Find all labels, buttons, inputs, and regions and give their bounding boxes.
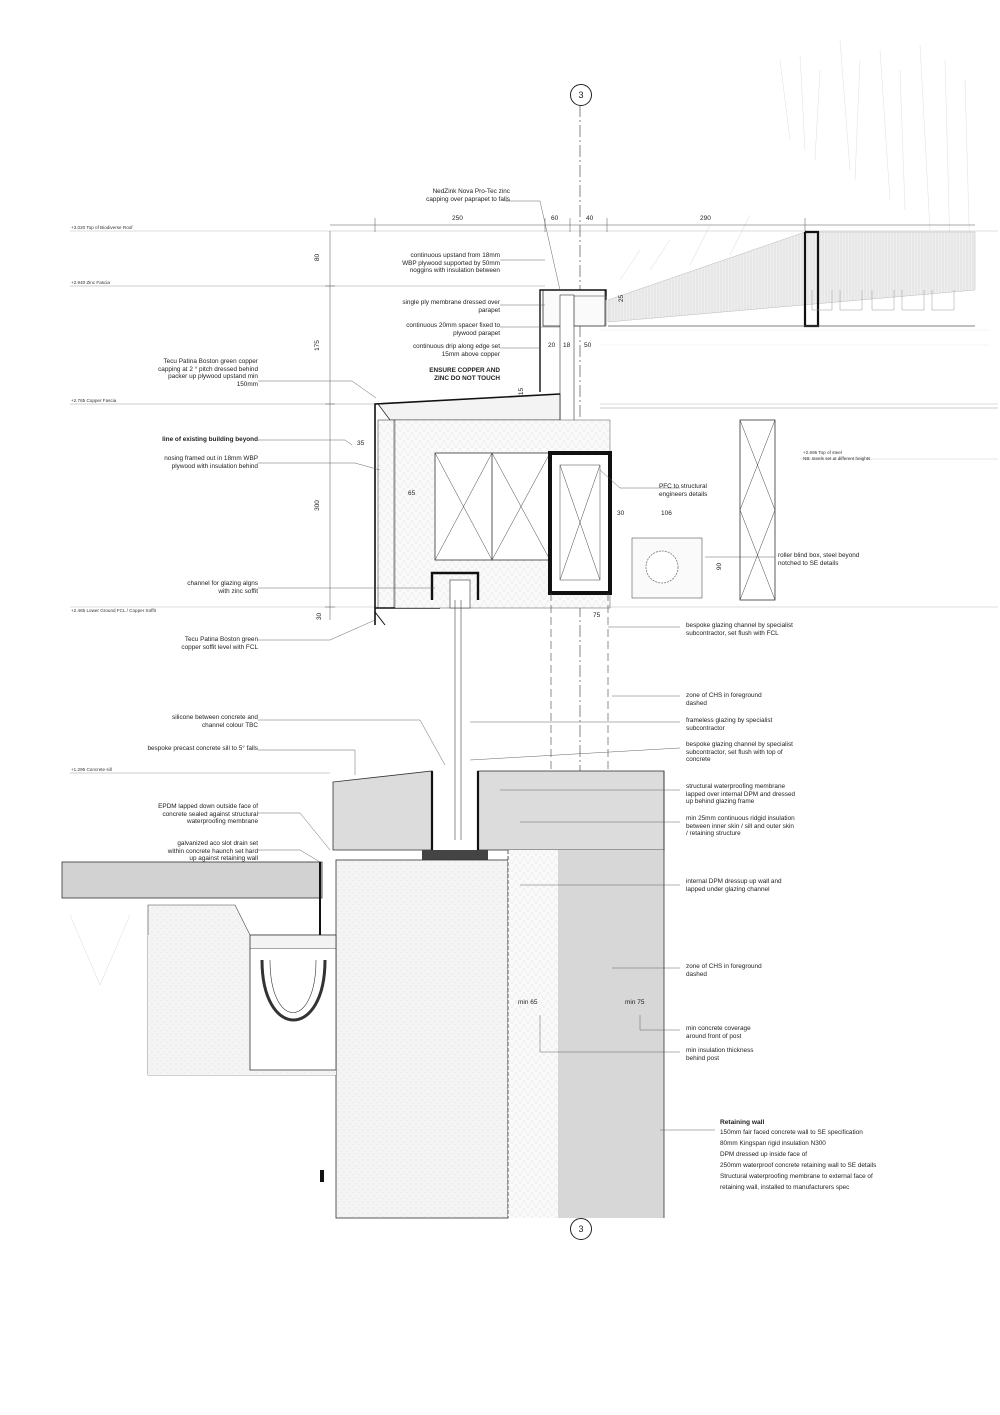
dim-106: 106 (661, 510, 672, 517)
note-tecu-capping: Tecu Patina Boston green copper capping at 2 ° pitch dressed behind packer up plywood upstand min 150mm (158, 358, 258, 388)
dim-18: 18 (563, 342, 571, 349)
note-structural-wp: structural waterproofing membrane lapped over internal DPM and dressed up behind glazing frame (686, 783, 796, 806)
note-nosing: nosing framed out in 18mm WBP plywood with insulation behind (164, 455, 258, 470)
note-chs-zone-1: zone of CHS in foreground dashed (686, 692, 762, 707)
note-silicone: silicone between concrete and channel colour TBC (172, 714, 258, 729)
dim-80: 80 (314, 253, 322, 262)
dim-50: 50 (584, 342, 592, 349)
retaining-wall-item: 150mm fair faced concrete wall to SE specification (720, 1129, 863, 1136)
note-min-concrete: min concrete coverage around front of post (686, 1025, 751, 1040)
roller-blind-box (632, 538, 702, 598)
note-roller-blind: roller blind box, steel beyond notched to SE details (778, 552, 860, 567)
note-aco-drain: galvanized aco slot drain set within concrete haunch set hard up against retaining wall (167, 840, 258, 863)
dim-175: 175 (313, 340, 321, 351)
note-line-existing: line of existing building beyond (162, 436, 258, 443)
note-precast-sill: bespoke precast concrete sill to 5° falls (147, 745, 258, 752)
dim-75: 75 (593, 612, 601, 619)
note-spacer: continuous 20mm spacer fixed to plywood parapet (406, 322, 500, 337)
dim-65: 65 (408, 490, 416, 497)
note-chs-zone-2: zone of CHS in foreground dashed (686, 963, 762, 978)
level-concrete-sill: +1.295 Concrete sill (71, 767, 112, 772)
grid-bubble-bottom: 3 (570, 1218, 592, 1240)
dim-250: 250 (452, 215, 463, 222)
precast-sill (333, 771, 664, 860)
dim-40: 40 (586, 215, 594, 222)
note-pfc: PFC to structural engineers details (659, 483, 708, 498)
note-drip: continuous drip along edge set 15mm above copper (412, 343, 500, 358)
dim-30-lower: 30 (316, 612, 324, 621)
retaining-wall-item: 80mm Kingspan rigid insulation N300 (720, 1140, 826, 1147)
biodiverse-roof (608, 232, 975, 326)
note-single-ply: single ply membrane dressed over parapet (402, 299, 500, 314)
dim-15: 15 (518, 387, 526, 396)
note-frameless: frameless glazing by specialist subcontractor (686, 717, 773, 732)
external-slab (62, 862, 336, 1182)
dim-300: 300 (313, 500, 321, 511)
level-top-of-steel: +2.695 Top of steel (803, 450, 842, 455)
note-epdm: EPDM lapped down outside face of concrete sealed against structural waterproofing membrane (158, 803, 258, 826)
retaining-wall-item: 250mm waterproof concrete retaining wall to SE details (720, 1162, 877, 1169)
level-lower-ground: +2.465 Lower Ground FCL / Copper Soffit (71, 608, 156, 613)
dim-290: 290 (700, 215, 711, 222)
retaining-wall-title: Retaining wall (720, 1119, 765, 1126)
retaining-wall-item: retaining wall, installed to manufacturers spec (720, 1184, 850, 1191)
note-glazing-channel-top: bespoke glazing channel by specialist subcontractor, set flush with FCL (686, 622, 793, 637)
frameless-glazing (455, 600, 461, 840)
note-ridgid-insulation: min 25mm continuous ridgid insulation between inner skin / sill and outer skin / retaining structure (686, 815, 795, 838)
dim-min-65: min 65 (518, 999, 538, 1006)
note-ensure: ENSURE COPPER AND ZINC DO NOT TOUCH (429, 367, 500, 382)
dim-25: 25 (618, 294, 626, 303)
note-channel-glazing: channel for glazing algns with zinc soffit (187, 580, 258, 595)
retaining-wall-item: Structural waterproofing membrane to external face of (720, 1173, 873, 1180)
dim-90: 90 (716, 562, 724, 571)
note-tecu-soffit: Tecu Patina Boston green copper soffit level with FCL (181, 636, 258, 651)
level-top-of-steel-note: NB: steels set at different heights (803, 456, 871, 461)
dim-20: 20 (548, 342, 556, 349)
aco-drain (250, 935, 336, 1070)
note-internal-dpm: internal DPM dressup up wall and lapped under glazing channel (686, 878, 782, 893)
dim-35: 35 (357, 440, 365, 447)
dim-min-75: min 75 (625, 999, 645, 1006)
note-nedzink: NedZink Nova Pro-Tec zinc capping over paprapet to falls (426, 188, 510, 203)
retaining-wall-item: DPM dressed up inside face of (720, 1151, 808, 1158)
dim-60: 60 (551, 215, 559, 222)
level-zinc-fascia: +2.940 Zinc Fascia (71, 280, 110, 285)
note-glazing-channel-bottom: bespoke glazing channel by specialist subcontractor, set flush with top of concrete (686, 741, 793, 764)
note-upstand: continuous upstand from 18mm WBP plywood supported by 50mm noggins with insulation between (402, 252, 500, 275)
note-min-insulation: min insulation thickness behind post (686, 1047, 754, 1062)
dim-30-steel: 30 (617, 510, 625, 517)
level-biodiverse-roof: +3.020 Top of Biodiverse Roof (71, 225, 133, 230)
grid-bubble-top: 3 (570, 84, 592, 106)
level-copper-fascia: +2.765 Copper Fascia (71, 398, 117, 403)
